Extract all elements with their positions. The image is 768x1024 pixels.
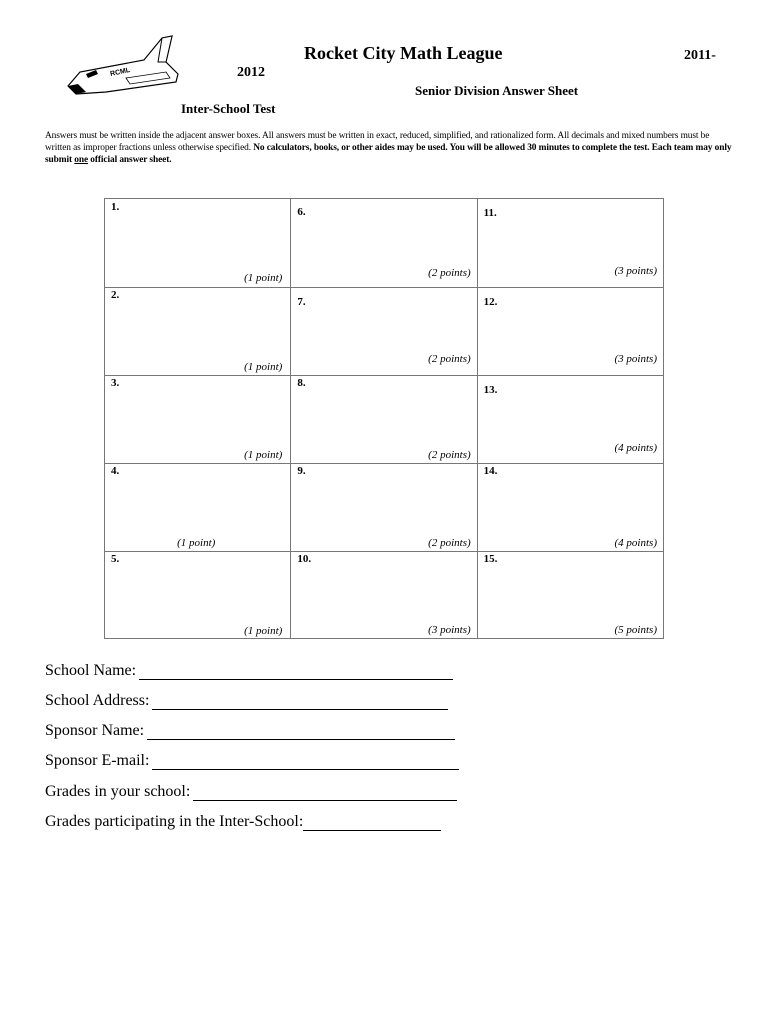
school-address-line[interactable] — [152, 693, 448, 710]
grades-participating-field — [45, 813, 441, 831]
answer-grid — [104, 198, 664, 639]
question-number: 4. — [111, 465, 120, 477]
point-value: (2 points) — [428, 449, 471, 461]
year-start: 2011- — [684, 48, 716, 63]
instructions-rules: No calculators, books, or other aides may be used. You will be allowed 30 minutes to complete the test. Each team may only submit — [45, 143, 732, 165]
sponsor-email-field — [45, 752, 459, 770]
point-value: (2 points) — [428, 537, 471, 549]
test-type-subtitle: Inter-School Test — [181, 101, 276, 116]
page-title: Rocket City Math League — [304, 43, 503, 63]
question-number: 6. — [297, 206, 306, 218]
school-address-field — [45, 692, 448, 710]
answer-box[interactable] — [291, 552, 477, 639]
point-value: (1 point) — [244, 272, 283, 284]
question-number: 5. — [111, 553, 120, 565]
point-value: (1 point) — [244, 449, 283, 461]
question-number: 3. — [111, 377, 120, 389]
point-value: (3 points) — [428, 624, 471, 636]
question-number: 15. — [483, 553, 498, 565]
answer-box[interactable] — [105, 552, 291, 639]
instructions-paragraph — [45, 130, 735, 166]
answer-box[interactable] — [291, 288, 477, 376]
question-number: 10. — [297, 553, 312, 565]
school-name-field — [45, 662, 453, 680]
question-number: 13. — [483, 384, 498, 396]
point-value: (2 points) — [428, 267, 471, 279]
year-end: 2012 — [237, 65, 265, 80]
question-number: 11. — [483, 207, 497, 219]
point-value: (4 points) — [614, 537, 657, 549]
division-subtitle: Senior Division Answer Sheet — [415, 83, 579, 98]
grades-participating-line[interactable] — [303, 814, 441, 831]
answer-box[interactable] — [105, 464, 291, 552]
point-value: (1 point) — [177, 537, 216, 549]
question-number: 14. — [483, 465, 498, 477]
point-value: (2 points) — [428, 353, 471, 365]
school-name-line[interactable] — [139, 663, 453, 680]
point-value: (1 point) — [244, 361, 283, 373]
answer-box[interactable] — [105, 288, 291, 376]
question-number: 2. — [111, 289, 120, 301]
answer-box[interactable] — [477, 376, 663, 464]
answer-box[interactable] — [291, 464, 477, 552]
question-number: 9. — [297, 465, 306, 477]
answer-box[interactable] — [477, 464, 663, 552]
point-value: (3 points) — [614, 353, 657, 365]
question-number: 7. — [297, 296, 306, 308]
question-number: 12. — [483, 296, 498, 308]
question-number: 8. — [297, 377, 306, 389]
sponsor-name-field — [45, 722, 455, 740]
field-label: School Name: — [45, 662, 137, 679]
instructions-emphasis: one — [74, 155, 89, 165]
rcml-shuttle-logo — [66, 34, 186, 96]
grades-in-school-line[interactable] — [193, 784, 457, 801]
sponsor-name-line[interactable] — [147, 723, 455, 740]
answer-box[interactable] — [291, 199, 477, 288]
point-value: (5 points) — [614, 624, 657, 636]
field-label: Grades in your school: — [45, 783, 191, 800]
field-label: Sponsor Name: — [45, 722, 145, 739]
answer-box[interactable] — [477, 288, 663, 376]
instructions-text: Answers must be written inside the adjacent answer boxes. All answers must be written in exact, reduced, simplified, and rationalized form. All decimals and mixed numbers must be written as improper fractions unless otherwise specified. — [45, 131, 710, 153]
instructions-rules-end: official answer sheet. — [88, 155, 172, 165]
logo-text: RCML — [109, 66, 131, 78]
grades-in-school-field — [45, 783, 457, 801]
answer-box[interactable] — [291, 376, 477, 464]
point-value: (1 point) — [244, 625, 283, 637]
point-value: (3 points) — [614, 265, 657, 277]
field-label: Sponsor E-mail: — [45, 752, 150, 769]
answer-box[interactable] — [477, 199, 663, 288]
answer-box[interactable] — [105, 199, 291, 288]
field-label: Grades participating in the Inter-School: — [45, 813, 304, 830]
answer-box[interactable] — [477, 552, 663, 639]
question-number: 1. — [111, 201, 120, 213]
answer-box[interactable] — [105, 376, 291, 464]
sponsor-email-line[interactable] — [152, 753, 459, 770]
point-value: (4 points) — [614, 442, 657, 454]
field-label: School Address: — [45, 692, 150, 709]
